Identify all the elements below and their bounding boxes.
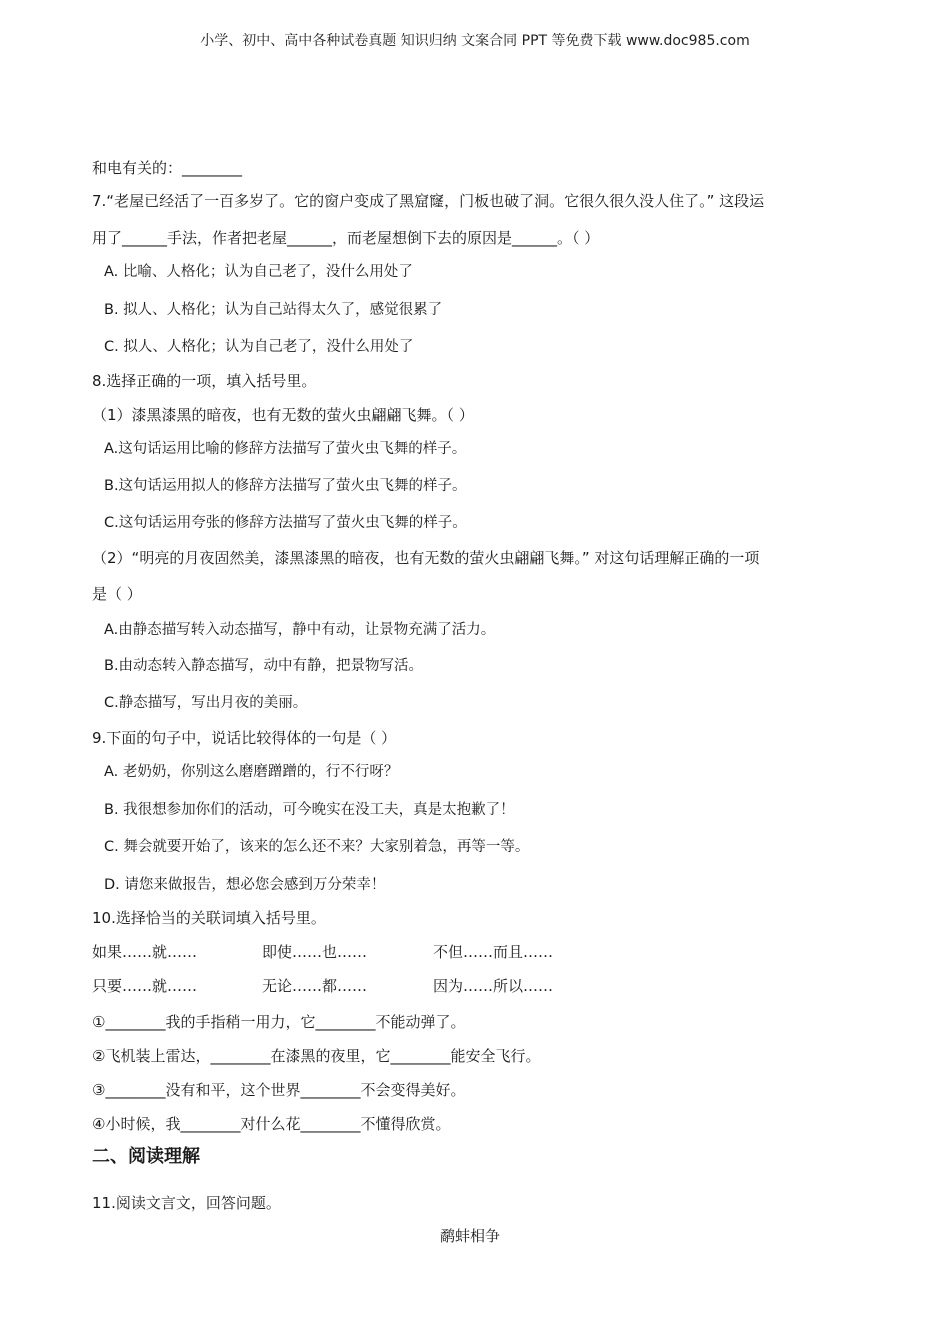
option-b: B.由动态转入静态描写，动中有静，把景物写活。 (104, 658, 424, 674)
sentence-1: ①________我的手指稍一用力，它________不能动弹了。 (92, 1013, 466, 1031)
sentence-3: ③________没有和平，这个世界________不会变得美好。 (92, 1081, 466, 1099)
page-header: 小学、初中、高中各种试卷真题 知识归纳 文案合同 PPT 等免费下载 www.doc985.com (200, 33, 750, 49)
question-8-2: （2）“明亮的月夜固然美，漆黑漆黑的暗夜，也有无数的萤火虫翩翩飞舞。” 对这句话理解正确的一项 (92, 549, 760, 567)
question-8-1: （1）漆黑漆黑的暗夜，也有无数的萤火虫翩翩飞舞。（ ） (92, 406, 474, 424)
sentence-4: ④小时候，我________对什么花________不懂得欣赏。 (92, 1115, 451, 1133)
option-a: A.这句话运用比喻的修辞方法描写了萤火虫飞舞的样子。 (104, 441, 467, 457)
sentence-2: ②飞机装上雷达，________在漆黑的夜里，它________能安全飞行。 (92, 1047, 541, 1065)
question-11: 11.阅读文言文，回答问题。 (92, 1194, 281, 1212)
option-c: C.这句话运用夸张的修辞方法描写了萤火虫飞舞的样子。 (104, 515, 467, 531)
option-d: D. 请您来做报告，想必您会感到万分荣幸！ (104, 877, 386, 893)
question-7: 7.“老屋已经活了一百多岁了。它的窗户变成了黑窟窿，门板也破了洞。它很久很久没人住了。” 这段运 (92, 192, 765, 210)
word-choice: 无论……都…… (262, 977, 368, 995)
section-heading: 二、阅读理解 (92, 1146, 200, 1167)
option-b: B. 我很想参加你们的活动，可今晚实在没工夫，真是太抱歉了！ (104, 802, 515, 818)
question-8-2-cont: 是（ ） (92, 585, 142, 603)
question-10: 10.选择恰当的关联词填入括号里。 (92, 909, 326, 927)
word-choice: 因为……所以…… (433, 977, 554, 995)
question-8: 8.选择正确的一项，填入括号里。 (92, 372, 317, 390)
word-choice: 不但……而且…… (433, 943, 554, 961)
option-b: B.这句话运用拟人的修辞方法描写了萤火虫飞舞的样子。 (104, 478, 467, 494)
option-c: C.静态描写，写出月夜的美丽。 (104, 695, 308, 711)
word-choice: 只要……就…… (92, 977, 198, 995)
word-choice: 即使……也…… (262, 943, 368, 961)
question-7-cont: 用了______手法，作者把老屋______，而老屋想倒下去的原因是______。（ ） (92, 229, 600, 247)
passage-title: 鹬蚌相争 (440, 1227, 501, 1245)
option-a: A. 比喻、人格化；认为自己老了，没什么用处了 (104, 264, 413, 280)
option-c: C. 拟人、人格化；认为自己老了，没什么用处了 (104, 339, 414, 355)
option-a: A.由静态描写转入动态描写，静中有动，让景物充满了活力。 (104, 622, 496, 638)
option-a: A. 老奶奶，你别这么磨磨蹭蹭的，行不行呀？ (104, 764, 399, 780)
word-choice: 如果……就…… (92, 943, 198, 961)
question-line: 和电有关的：________ (92, 159, 243, 177)
question-9: 9.下面的句子中，说话比较得体的一句是（ ） (92, 729, 397, 747)
option-c: C. 舞会就要开始了，该来的怎么还不来？大家别着急，再等一等。 (104, 839, 530, 855)
option-b: B. 拟人、人格化；认为自己站得太久了，感觉很累了 (104, 302, 443, 318)
